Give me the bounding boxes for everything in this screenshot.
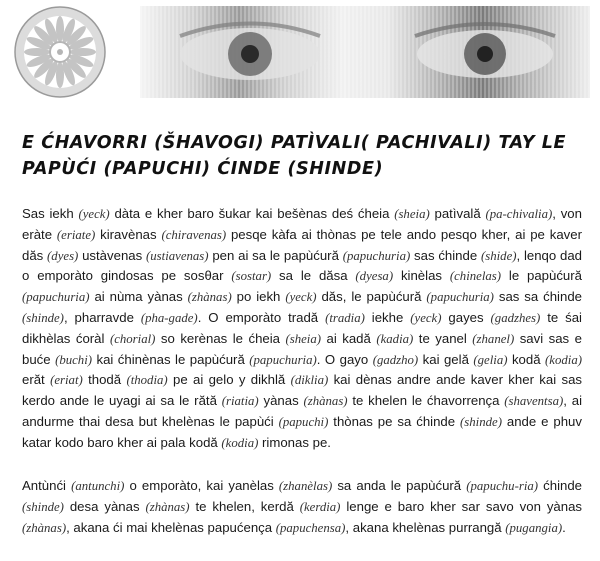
text-run: sas ćhinde [410,247,481,263]
text-run: kinèlas [393,268,450,284]
text-run: kai gelă [418,351,474,367]
pronunciation-gloss: (eriate) [56,227,96,242]
pronunciation-gloss: (papuchi) [278,414,329,429]
pronunciation-gloss: (papuchuria) [249,352,317,367]
pronunciation-gloss: (shide) [480,248,517,263]
text-run: te yanel [413,330,473,346]
pronunciation-gloss: (zhanel) [472,331,515,346]
pronunciation-gloss: (zhànas) [187,290,232,305]
pronunciation-gloss: (pha-gade) [140,310,198,325]
text-run: , ai andurme thai desa but khelènas le papùći [22,393,582,429]
pronunciation-gloss: (sostar) [231,269,272,284]
text-run: te khelen, kerdă [189,498,300,514]
pronunciation-gloss: (dyesa) [355,269,394,284]
pronunciation-gloss: (shaventsa) [504,394,564,409]
pronunciation-gloss: (chiravenas) [161,227,227,242]
pronunciation-gloss: (sheia) [285,331,322,346]
text-run: o emporàto, kai yanèlas [124,478,279,493]
text-run: gayes [441,309,491,325]
pronunciation-gloss: (zhànas) [145,499,190,514]
text-run: kai ćhinènas le papùćură [92,351,250,367]
text-run: kodă [507,351,546,367]
story-paragraph-1 [22,204,582,454]
text-run: . [562,519,566,535]
pronunciation-gloss: (eriat) [50,373,83,388]
text-run: sa anda le papùćură [332,478,467,493]
text-run: savi sas e buće [22,330,582,367]
pronunciation-gloss: (dyes) [47,248,79,263]
text-run: thònas pe sa ćhinde [328,413,461,429]
text-run: kai dènas andre ande kaver kher kai sas kerdo ande le uyagi ai sa le rătă [22,372,582,409]
text-run: thodă [82,372,127,388]
text-run: ai kadă [321,330,377,346]
pronunciation-gloss: (kerdia) [299,499,341,514]
eyes-image [140,6,590,98]
text-run: le papùćură [501,268,582,284]
pronunciation-gloss: (kodia) [545,352,582,367]
text-run: , akana khelènas purrangă [345,519,506,535]
pronunciation-gloss: (shinde) [22,310,64,325]
text-run: rimonas pe. [258,434,331,450]
text-run: Antùnći [22,478,72,493]
text-run: te khelen le ćhavorrença [347,393,505,409]
text-run: dăs, le papùćură [316,289,427,305]
text-run: pesqe kàfa ai thònas pe tele ando pesqo kher, ai pe kaver dăs [22,226,582,263]
story-paragraph-2 [22,476,582,538]
text-run: yànas [258,393,304,409]
pronunciation-gloss: (chorial) [109,331,156,346]
text-run: patìvală [429,206,486,221]
pronunciation-gloss: (gelia) [473,352,508,367]
pronunciation-gloss: (zhànas) [22,520,67,535]
pronunciation-gloss: (riatia) [221,394,259,409]
pronunciation-gloss: (antunchi) [71,479,125,493]
text-run: sa le dăsa [271,268,356,284]
text-run: dàta e kher baro šukar kai bešènas deś ćheia [109,206,395,221]
text-run: , akana ći mai khelènas papućença [66,519,276,535]
text-run: ustàvenas [78,247,146,263]
wheel-logo [12,4,108,100]
text-run: , pharravde [63,309,141,325]
text-run: Sas iekh [22,206,79,221]
text-run: pe ai gelo y dikhlă [167,372,291,388]
pronunciation-gloss: (thodia) [126,373,168,388]
pronunciation-gloss: (pugangia) [505,520,563,535]
pronunciation-gloss: (shinde) [22,499,64,514]
pronunciation-gloss: (papuchuria) [22,290,90,305]
text-run: iekhe [364,309,411,325]
text-run: . O emporàto tradă [197,309,326,325]
text-run: so kerènas le ćheia [155,330,286,346]
text-run: pen ai sa le papùćură [208,247,343,263]
pronunciation-gloss: (papuchuria) [342,248,411,263]
pronunciation-gloss: (papuchensa) [275,520,346,535]
pronunciation-gloss: (yeck) [410,310,442,325]
pronunciation-gloss: (kadia) [376,331,414,346]
pronunciation-gloss: (gadzho) [372,352,419,367]
text-run: desa yànas [63,498,146,514]
pronunciation-gloss: (chinelas) [449,269,502,284]
pronunciation-gloss: (sheia) [394,207,430,221]
pronunciation-gloss: (pa-chivalia) [485,207,553,221]
pronunciation-gloss: (ustiavenas) [146,248,209,263]
pronunciation-gloss: (yeck) [78,207,110,221]
pronunciation-gloss: (diklia) [290,373,329,388]
text-run: lenge e baro kher sar savo von yànas [340,498,583,514]
text-run: , von eràte [22,206,582,242]
text-run: po iekh [231,289,286,305]
text-run: te śai dikhèlas ćoràl [22,309,582,346]
pronunciation-gloss: (zhanèlas) [278,479,333,493]
text-run: ande e phuv katar kodo baro kher ai pala kodă [22,413,582,450]
text-run: . O gayo [316,351,373,367]
page-title: E ĆHAVORRI (ŠHAVOGI) PATÌVALI( PACHIVALI) TAY LE PAPÙĆI (PAPUCHI) ĆINDE (SHINDE) [22,133,567,179]
pronunciation-gloss: (yeck) [285,290,317,305]
pronunciation-gloss: (kodia) [221,435,259,450]
text-run: ai nùma yànas [89,289,188,305]
text-run: erăt [22,372,51,388]
pronunciation-gloss: (shinde) [460,414,502,429]
pronunciation-gloss: (gadzhes) [490,310,541,325]
pronunciation-gloss: (papuchu-ria) [466,479,539,493]
pronunciation-gloss: (tradia) [325,310,365,325]
pronunciation-gloss: (papuchuria) [426,290,494,305]
eyes-banner [140,6,590,98]
text-run: kiravènas [95,226,162,242]
text-run: ćhinde [538,478,583,493]
pronunciation-gloss: (buchi) [55,352,93,367]
text-run: , lenqo dad o emporàto gindosas pe sosθar [22,247,583,284]
wheel-icon [12,4,108,100]
text-run: sas sa ćhinde [493,289,582,305]
pronunciation-gloss: (zhànas) [303,394,348,409]
